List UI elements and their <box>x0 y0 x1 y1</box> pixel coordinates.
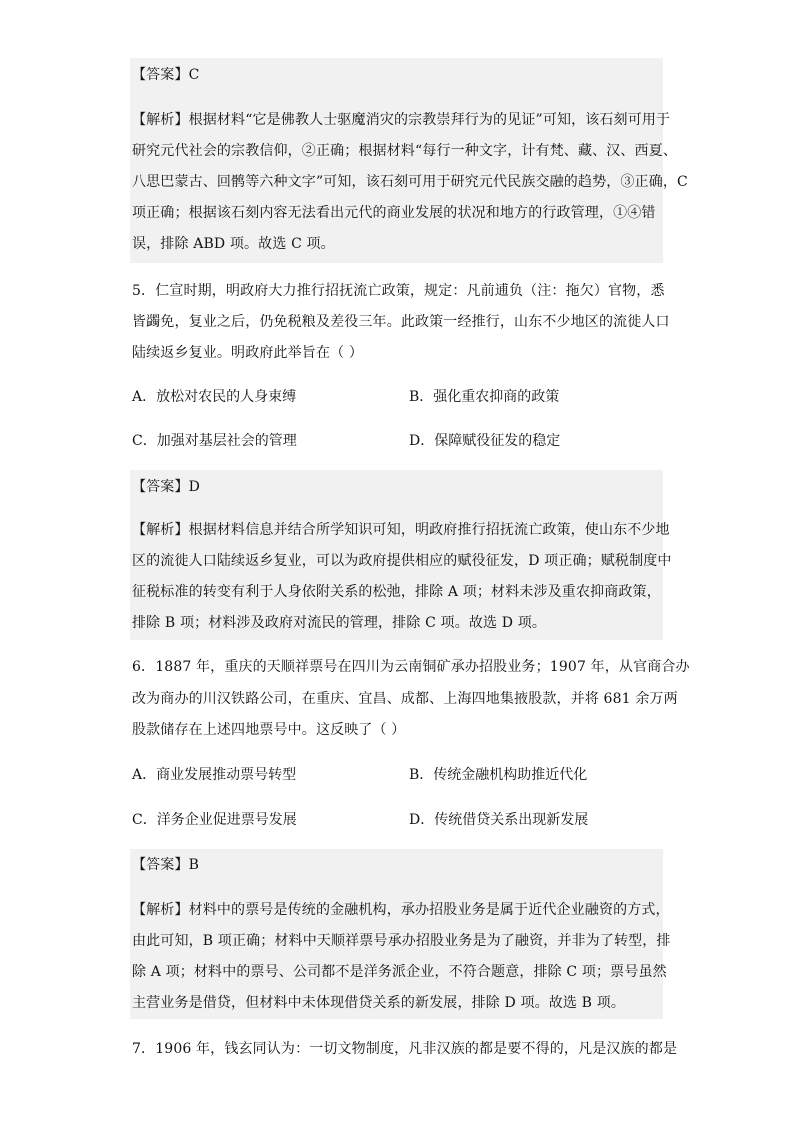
analysis-line: 研究元代社会的宗教信仰，②正确；根据材料“每行一种文字，计有梵、藏、汉、西夏、 <box>132 143 678 159</box>
option-a: A．商业发展推动票号转型 <box>132 767 297 783</box>
option-c: C．洋务企业促进票号发展 <box>132 812 297 828</box>
option-d: D．保障赋役征发的稳定 <box>409 433 561 449</box>
analysis-line: 【解析】根据材料“它是佛教人士驱魔消灾的宗教崇拜行为的见证”可知，该石刻可用于 <box>132 112 671 128</box>
question-stem: 皆蠲免，复业之后，仍免税粮及差役三年。此政策一经推行，山东不少地区的流徙人口 <box>132 314 670 330</box>
question-stem: 7．1906 年，钱玄同认为：一切文物制度，凡非汉族的都是要不得的，凡是汉族的都是 <box>132 1041 678 1057</box>
analysis-line: 由此可知，B 项正确；材料中天顺祥票号承办招股业务是为了融资，并非为了转型，排 <box>132 933 671 949</box>
question-stem: 改为商办的川汉铁路公司，在重庆、宜昌、成都、上海四地集掖股款，并将 681 余万两 <box>132 691 678 707</box>
analysis-line: 【解析】材料中的票号是传统的金融机构，承办招股业务是属于近代企业融资的方式， <box>132 902 670 918</box>
answer-label: 【答案】B <box>132 857 200 873</box>
question-stem: 6．1887 年，重庆的天顺祥票号在四川为云南铜矿承办招股业务；1907 年，从官商合办 <box>132 659 690 675</box>
analysis-line: 除 A 项；材料中的票号、公司都不是洋务派企业，不符合题意，排除 C 项；票号虽然 <box>132 964 667 980</box>
question-stem: 5．仁宣时期，明政府大力推行招抚流亡政策，规定：凡前逋负（注：拖欠）官物，悉 <box>132 283 665 299</box>
analysis-line: 误，排除 ABD 项。故选 C 项。 <box>132 236 335 252</box>
question-stem: 股款储存在上述四地票号中。这反映了（ ） <box>132 722 406 738</box>
question-stem: 陆续返乡复业。明政府此举旨在（ ） <box>132 345 363 361</box>
answer-label: 【答案】C <box>132 67 200 83</box>
option-c: C．加强对基层社会的管理 <box>132 433 297 449</box>
analysis-line: 【解析】根据材料信息并结合所学知识可知，明政府推行招抚流亡政策，使山东不少地 <box>132 522 670 538</box>
answer-label: 【答案】D <box>132 479 200 495</box>
analysis-line: 排除 B 项；材料涉及政府对流民的管理，排除 C 项。故选 D 项。 <box>132 615 547 631</box>
analysis-line: 区的流徙人口陆续返乡复业，可以为政府提供相应的赋役征发，D 项正确；赋税制度中 <box>132 553 672 569</box>
analysis-line: 征税标准的转变有利于人身依附关系的松弛，排除 A 项；材料未涉及重农抑商政策， <box>132 584 661 600</box>
option-a: A．放松对农民的人身束缚 <box>132 389 297 405</box>
analysis-line: 项正确；根据该石刻内容无法看出元代的商业发展的状况和地方的行政管理，①④错 <box>132 205 656 221</box>
analysis-line: 主营业务是借贷，但材料中未体现借贷关系的新发展，排除 D 项。故选 B 项。 <box>132 995 626 1011</box>
analysis-line: 八思巴蒙古、回鹘等六种文字”可知，该石刻可用于研究元代民族交融的趋势，③正确，C <box>132 174 688 190</box>
option-b: B．强化重农抑商的政策 <box>409 389 560 405</box>
option-b: B．传统金融机构助推近代化 <box>409 767 588 783</box>
option-d: D．传统借贷关系出现新发展 <box>409 812 589 828</box>
